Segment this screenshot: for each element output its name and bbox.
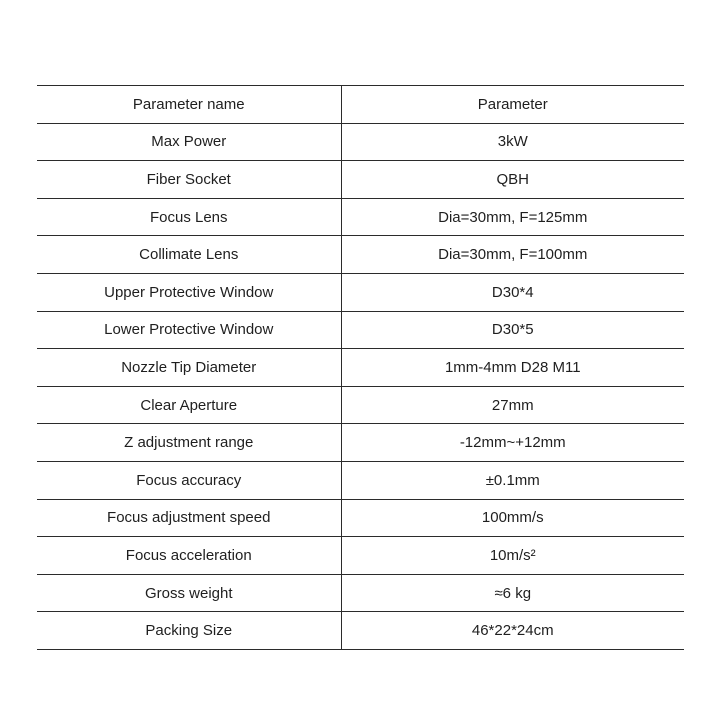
parameter-name-cell: Focus acceleration [37, 537, 341, 575]
table-row [37, 461, 684, 499]
parameter-name-cell: Lower Protective Window [37, 311, 341, 349]
parameter-value-cell: 100mm/s [341, 499, 684, 537]
parameter-value-cell: QBH [341, 161, 684, 199]
table-row [37, 198, 684, 236]
table-row [37, 537, 684, 575]
table-row [37, 123, 684, 161]
specification-table [37, 85, 684, 650]
parameter-value-cell: 1mm-4mm D28 M11 [341, 349, 684, 387]
parameter-name-cell: Nozzle Tip Diameter [37, 349, 341, 387]
parameter-name-cell: Focus adjustment speed [37, 499, 341, 537]
parameter-name-cell: Z adjustment range [37, 424, 341, 462]
parameter-value-cell: Dia=30mm, F=100mm [341, 236, 684, 274]
table-row [37, 349, 684, 387]
parameter-name-cell: Collimate Lens [37, 236, 341, 274]
parameter-value-cell: 3kW [341, 123, 684, 161]
table-row [37, 161, 684, 199]
parameter-value-cell: Dia=30mm, F=125mm [341, 198, 684, 236]
parameter-name-cell: Packing Size [37, 612, 341, 650]
parameter-value-cell: 27mm [341, 386, 684, 424]
table-row [37, 236, 684, 274]
parameter-value-cell: 46*22*24cm [341, 612, 684, 650]
header-parameter-name: Parameter name [37, 86, 341, 124]
parameter-name-cell: Fiber Socket [37, 161, 341, 199]
parameter-name-cell: Upper Protective Window [37, 273, 341, 311]
parameter-value-cell: ±0.1mm [341, 461, 684, 499]
table-row [37, 273, 684, 311]
parameter-name-cell: Max Power [37, 123, 341, 161]
table-row [37, 612, 684, 650]
table-row [37, 311, 684, 349]
table-row [37, 499, 684, 537]
table-row [37, 574, 684, 612]
parameter-name-cell: Focus Lens [37, 198, 341, 236]
parameter-name-cell: Focus accuracy [37, 461, 341, 499]
table-row [37, 386, 684, 424]
parameter-value-cell: ≈6 kg [341, 574, 684, 612]
table-header-row [37, 86, 684, 124]
parameter-value-cell: D30*5 [341, 311, 684, 349]
header-parameter-value: Parameter [341, 86, 684, 124]
table-row [37, 424, 684, 462]
parameter-name-cell: Clear Aperture [37, 386, 341, 424]
parameter-name-cell: Gross weight [37, 574, 341, 612]
parameter-value-cell: 10m/s² [341, 537, 684, 575]
parameter-value-cell: -12mm~+12mm [341, 424, 684, 462]
parameter-value-cell: D30*4 [341, 273, 684, 311]
